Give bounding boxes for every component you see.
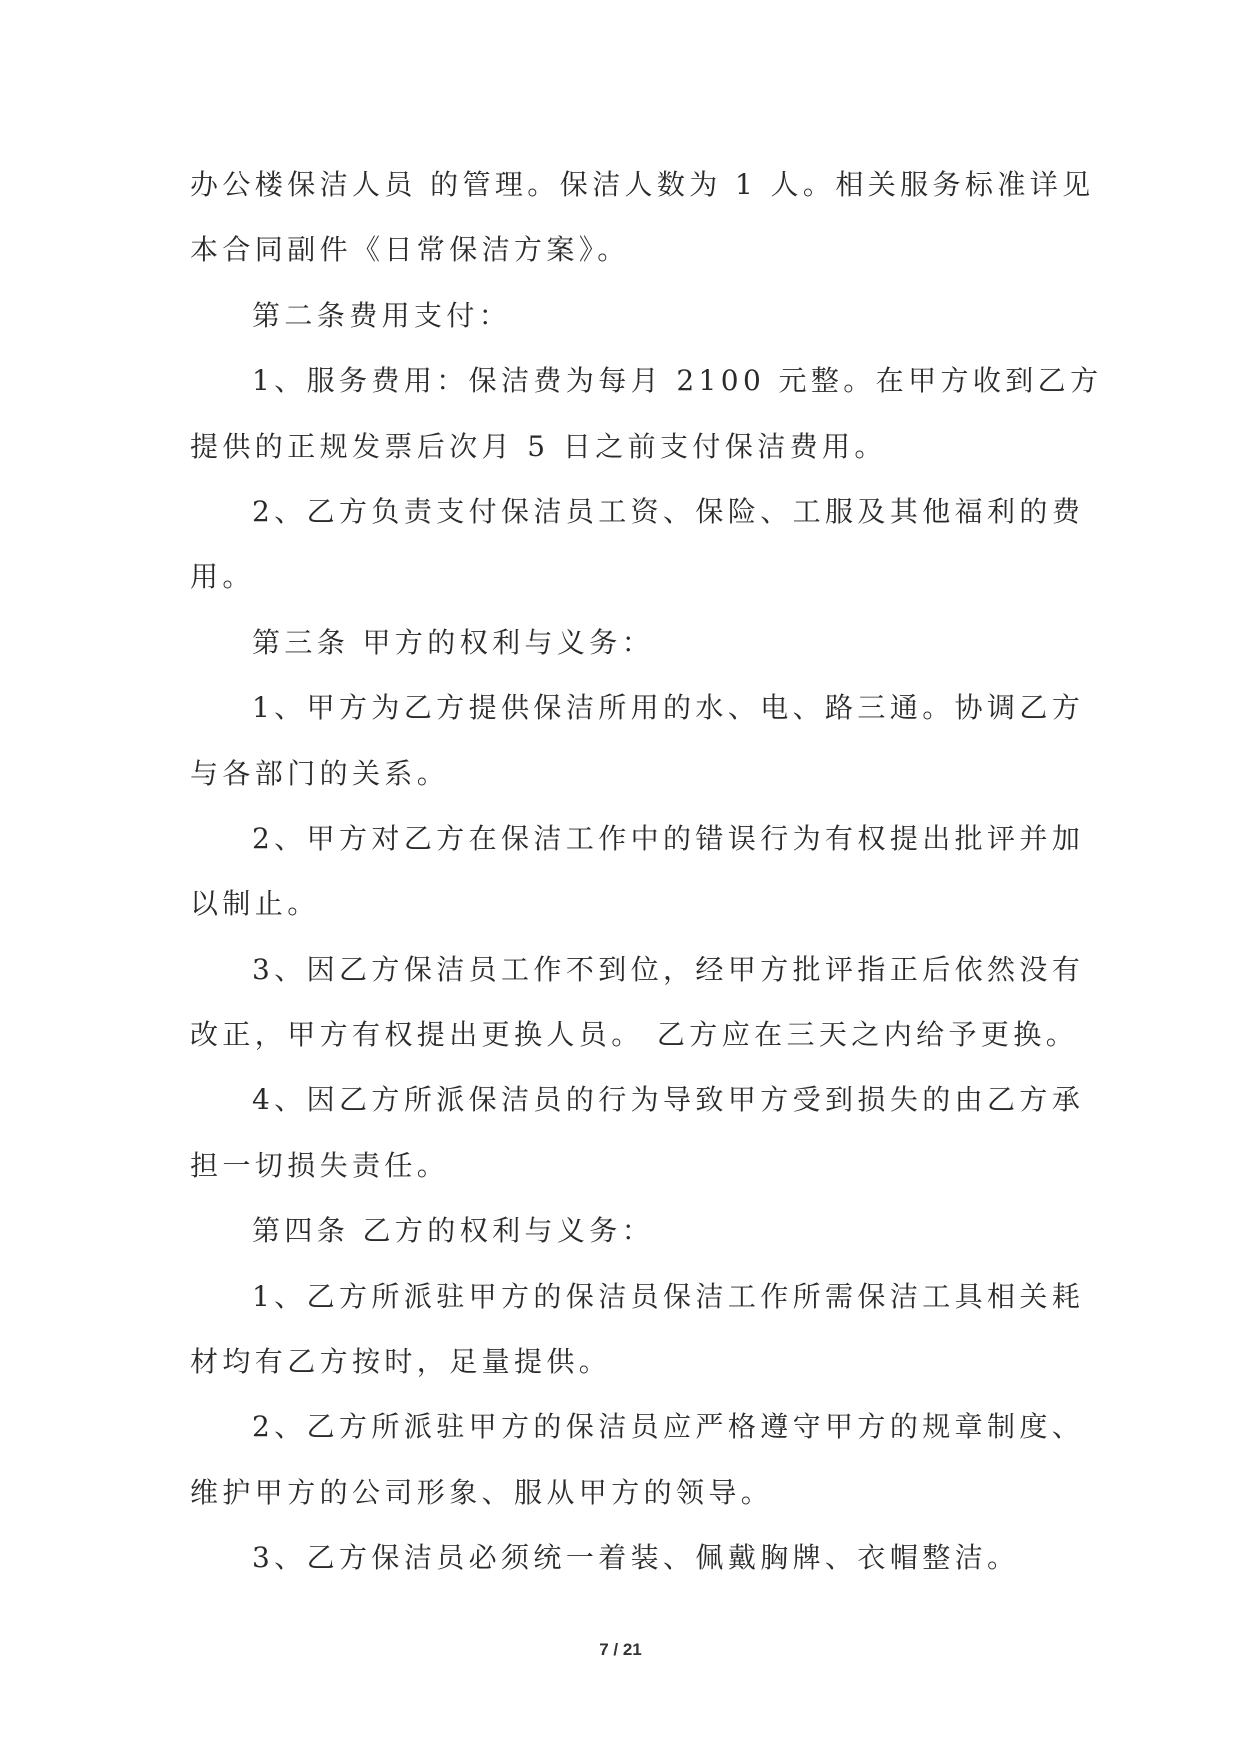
text-line: 3、因乙方保洁员工作不到位，经甲方批评指正后依然没有 <box>252 952 1085 986</box>
text-line: 提供的正规发票后次月 5 日之前支付保洁费用。 <box>190 429 887 463</box>
text-line: 材均有乙方按时，足量提供。 <box>190 1345 612 1379</box>
text-line: 第二条费用支付： <box>252 298 512 332</box>
text-line: 1、甲方为乙方提供保洁所用的水、电、路三通。协调乙方 <box>252 691 1085 725</box>
text-line: 1、服务费用：保洁费为每月 2100 元整。在甲方收到乙方 <box>252 364 1103 398</box>
page-number: 7 / 21 <box>599 1640 642 1659</box>
text-line: 本合同副件《日常保洁方案》。 <box>190 233 630 267</box>
text-line: 办公楼保洁人员 的管理。保洁人数为 1 人。相关服务标准详见 <box>190 168 1095 201</box>
text-line: 改正，甲方有权提出更换人员。 乙方应在三天之内给予更换。 <box>190 1018 1079 1052</box>
text-line: 2、乙方负责支付保洁员工资、保险、工服及其他福利的费 <box>252 494 1085 528</box>
text-line: 第三条 甲方的权利与义务： <box>252 625 655 659</box>
text-line: 用。 <box>190 560 255 594</box>
text-line: 担一切损失责任。 <box>190 1148 450 1182</box>
text-line: 2、甲方对乙方在保洁工作中的错误行为有权提出批评并加 <box>252 821 1085 855</box>
text-line: 以制止。 <box>190 887 320 921</box>
text-line: 4、因乙方所派保洁员的行为导致甲方受到损失的由乙方承 <box>252 1083 1085 1117</box>
text-line: 3、乙方保洁员必须统一着装、佩戴胸牌、衣帽整洁。 <box>252 1541 1020 1575</box>
document-body <box>190 152 1103 1591</box>
text-line: 1、乙方所派驻甲方的保洁员保洁工作所需保洁工具相关耗 <box>252 1279 1085 1313</box>
text-line: 第四条 乙方的权利与义务： <box>252 1214 655 1248</box>
text-line: 维护甲方的公司形象、服从甲方的领导。 <box>190 1475 774 1509</box>
text-line: 2、乙方所派驻甲方的保洁员应严格遵守甲方的规章制度、 <box>252 1410 1085 1444</box>
text-line: 与各部门的关系。 <box>190 756 450 790</box>
